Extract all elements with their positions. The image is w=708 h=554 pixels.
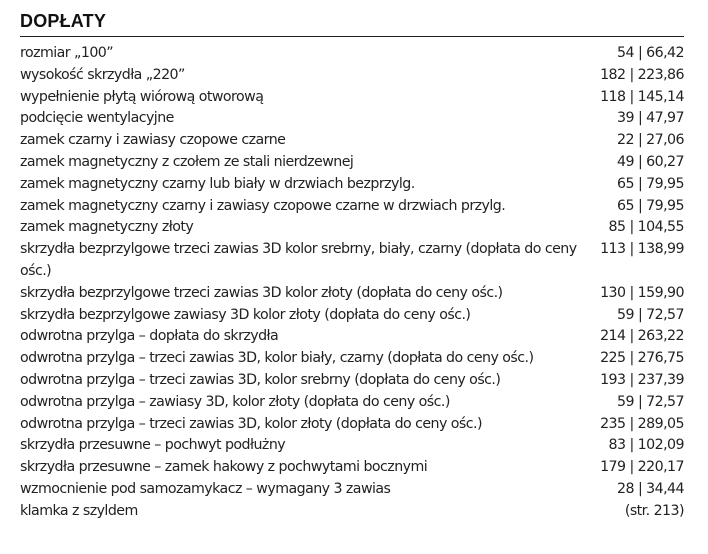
- surcharge-price: 59 | 72,57: [617, 393, 684, 410]
- surcharge-row: [20, 305, 684, 327]
- surcharge-row: [20, 326, 684, 348]
- surcharge-label: skrzydła przesuwne – pochwyt podłużny: [20, 437, 286, 454]
- surcharge-row: [20, 348, 684, 370]
- surcharge-label: skrzydła bezprzylgowe trzeci zawias 3D kolor srebrny, biały, czarny (dopłata do ceny ośc.): [20, 241, 577, 279]
- surcharge-label: zamek magnetyczny z czołem ze stali nierdzewnej: [20, 153, 354, 170]
- surcharge-label: podcięcie wentylacyjne: [20, 110, 174, 127]
- surcharge-label: odwrotna przylga – dopłata do skrzydła: [20, 328, 279, 345]
- surcharge-label: zamek magnetyczny czarny lub biały w drzwiach bezprzylg.: [20, 175, 415, 192]
- surcharge-price: 22 | 27,06: [617, 132, 684, 149]
- surcharges-section: [20, 8, 684, 523]
- surcharge-price: 39 | 47,97: [617, 110, 684, 127]
- surcharge-row: [20, 457, 684, 479]
- surcharge-label: skrzydła przesuwne – zamek hakowy z pochwytami bocznymi: [20, 459, 428, 476]
- surcharge-row: [20, 152, 684, 174]
- surcharge-price: 182 | 223,86: [600, 66, 684, 83]
- surcharge-price: 65 | 79,95: [617, 175, 684, 192]
- surcharge-label: zamek magnetyczny czarny i zawiasy czopowe czarne w drzwiach przylg.: [20, 197, 506, 214]
- surcharge-row: [20, 283, 684, 305]
- surcharge-row: [20, 217, 684, 239]
- surcharge-label: skrzydła bezprzylgowe zawiasy 3D kolor złoty (dopłata do ceny ośc.): [20, 306, 471, 323]
- surcharge-label: zamek magnetyczny złoty: [20, 219, 194, 236]
- surcharge-row: [20, 130, 684, 152]
- surcharge-price: (str. 213): [624, 502, 684, 519]
- surcharge-row: [20, 43, 684, 65]
- surcharge-row: [20, 174, 684, 196]
- surcharge-label: wypełnienie płytą wiórową otworową: [20, 88, 264, 105]
- surcharge-price: 59 | 72,57: [617, 306, 684, 323]
- surcharge-row: [20, 501, 684, 523]
- surcharge-price: 225 | 276,75: [600, 350, 684, 367]
- surcharge-row: [20, 479, 684, 501]
- surcharge-label: wysokość skrzydła „220”: [20, 66, 185, 83]
- section-title: DOPŁATY: [20, 11, 107, 31]
- surcharge-row: [20, 239, 684, 283]
- surcharge-price: 28 | 34,44: [617, 480, 684, 497]
- surcharge-price: 179 | 220,17: [600, 459, 684, 476]
- surcharge-price: 54 | 66,42: [617, 45, 684, 61]
- surcharge-price: 214 | 263,22: [600, 328, 684, 345]
- surcharge-row: [20, 392, 684, 414]
- surcharge-row: [20, 196, 684, 218]
- surcharge-label: zamek czarny i zawiasy czopowe czarne: [20, 132, 286, 149]
- surcharge-label: odwrotna przylga – trzeci zawias 3D, kolor srebrny (dopłata do ceny ośc.): [20, 371, 501, 388]
- title-divider: [20, 36, 684, 37]
- surcharge-label: odwrotna przylga – zawiasy 3D, kolor złoty (dopłata do ceny ośc.): [20, 393, 450, 410]
- surcharge-label: odwrotna przylga – trzeci zawias 3D, kolor złoty (dopłata do ceny ośc.): [20, 415, 482, 432]
- surcharge-row: [20, 414, 684, 436]
- surcharge-label: rozmiar „100”: [20, 45, 114, 61]
- surcharge-row: [20, 435, 684, 457]
- surcharge-label: wzmocnienie pod samozamykacz – wymagany 3 zawias: [20, 480, 391, 497]
- surcharge-row: [20, 65, 684, 87]
- surcharge-price: 83 | 102,09: [608, 437, 684, 454]
- surcharge-row: [20, 370, 684, 392]
- surcharge-price: 65 | 79,95: [617, 197, 684, 214]
- surcharge-label: klamka z szyldem: [20, 502, 138, 519]
- surcharge-row: [20, 87, 684, 109]
- surcharge-price: 113 | 138,99: [600, 241, 684, 258]
- surcharge-list: [20, 43, 684, 523]
- surcharge-price: 193 | 237,39: [600, 371, 684, 388]
- surcharge-price: 85 | 104,55: [608, 219, 684, 236]
- surcharge-price: 130 | 159,90: [600, 284, 684, 301]
- surcharge-price: 235 | 289,05: [600, 415, 684, 432]
- surcharge-row: [20, 108, 684, 130]
- surcharge-label: skrzydła bezprzylgowe trzeci zawias 3D kolor złoty (dopłata do ceny ośc.): [20, 284, 503, 301]
- surcharge-label: odwrotna przylga – trzeci zawias 3D, kolor biały, czarny (dopłata do ceny ośc.): [20, 350, 534, 367]
- surcharge-price: 118 | 145,14: [600, 88, 684, 105]
- surcharge-price: 49 | 60,27: [617, 153, 684, 170]
